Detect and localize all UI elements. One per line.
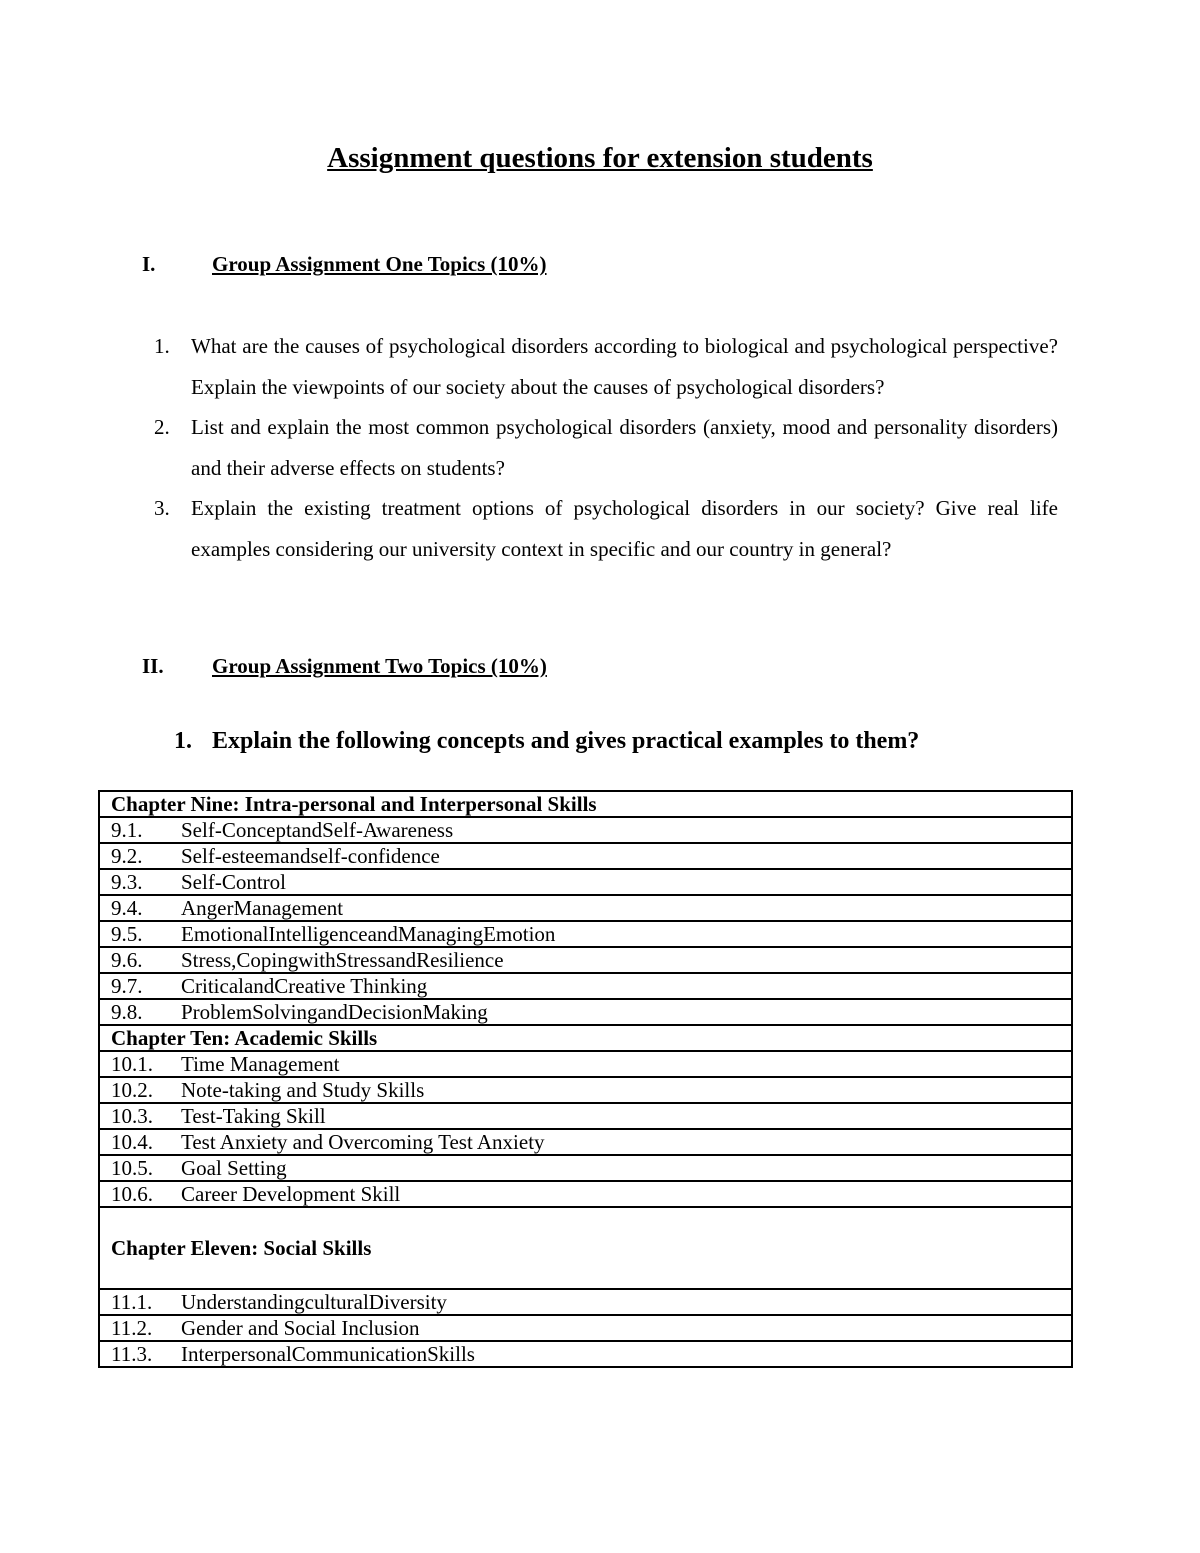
row-text: UnderstandingculturalDiversity — [181, 1290, 447, 1314]
document-title: Assignment questions for extension students — [327, 142, 873, 174]
row-number: 9.5. — [111, 922, 143, 946]
table-row — [99, 1315, 1072, 1341]
table-row — [99, 947, 1072, 973]
row-text: Stress,CopingwithStressandResilience — [181, 948, 504, 972]
row-number: 11.3. — [111, 1342, 153, 1366]
chapter-heading: Chapter Eleven: Social Skills — [99, 1207, 1072, 1289]
row-number: 10.2. — [111, 1078, 153, 1102]
row-number: 9.6. — [111, 948, 143, 972]
question-list — [154, 326, 1058, 569]
row-text: EmotionalIntelligenceandManagingEmotion — [181, 922, 556, 946]
question-text: What are the causes of psychological disorders according to biological and psychological perspective? Explain the viewpoints of our society about the causes of psychological disorders? — [191, 334, 1058, 399]
row-text: Career Development Skill — [181, 1182, 401, 1206]
row-text: Time Management — [181, 1052, 340, 1076]
table-row — [99, 843, 1072, 869]
row-text: Goal Setting — [181, 1156, 287, 1180]
table-row — [99, 1207, 1072, 1289]
list-item — [154, 488, 1058, 569]
chapter-heading: Chapter Nine: Intra-personal and Interpersonal Skills — [99, 791, 1072, 817]
topics-table — [98, 790, 1073, 1368]
row-number: 9.4. — [111, 896, 143, 920]
table-row — [99, 1051, 1072, 1077]
table-row — [99, 999, 1072, 1025]
row-text: ProblemSolvingandDecisionMaking — [181, 1000, 488, 1024]
row-number: 9.1. — [111, 818, 143, 842]
section-number: I. — [142, 252, 156, 276]
row-number: 11.1. — [111, 1290, 153, 1314]
table-row — [99, 869, 1072, 895]
row-number: 10.5. — [111, 1156, 153, 1180]
row-number: 10.4. — [111, 1130, 153, 1154]
row-number: 9.8. — [111, 1000, 143, 1024]
sub-question — [174, 728, 919, 755]
table-row — [99, 1129, 1072, 1155]
row-text: Self-ConceptandSelf-Awareness — [181, 818, 454, 842]
table-row — [99, 817, 1072, 843]
table-row — [99, 1155, 1072, 1181]
row-number: 9.2. — [111, 844, 143, 868]
list-item — [154, 407, 1058, 488]
question-text: Explain the existing treatment options of psychological disorders in our society? Give real life examples considering our university context in specific and our country in general? — [191, 496, 1058, 561]
table-row — [99, 791, 1072, 817]
table-row — [99, 973, 1072, 999]
list-item — [154, 326, 1058, 407]
section-one-heading — [142, 252, 547, 277]
section-number: II. — [142, 654, 164, 678]
section-two-heading — [142, 654, 547, 679]
row-text: InterpersonalCommunicationSkills — [181, 1342, 475, 1366]
table-row — [99, 1077, 1072, 1103]
section-title: Group Assignment Two Topics (10%) — [212, 654, 547, 678]
section-title: Group Assignment One Topics (10%) — [212, 252, 547, 276]
table-row — [99, 1103, 1072, 1129]
row-number: 10.3. — [111, 1104, 153, 1128]
row-text: Test Anxiety and Overcoming Test Anxiety — [181, 1130, 545, 1154]
question-number: 2. — [154, 415, 170, 439]
chapter-heading: Chapter Ten: Academic Skills — [99, 1025, 1072, 1051]
table-row — [99, 1181, 1072, 1207]
table-row — [99, 895, 1072, 921]
row-text: Self-esteemandself-confidence — [181, 844, 440, 868]
question-number: 3. — [154, 496, 170, 520]
question-text: List and explain the most common psychological disorders (anxiety, mood and personality disorders) and their adverse effects on students? — [191, 415, 1058, 480]
row-number: 9.7. — [111, 974, 143, 998]
row-text: Self-Control — [181, 870, 286, 894]
table-row — [99, 1025, 1072, 1051]
row-number: 10.6. — [111, 1182, 153, 1206]
row-number: 11.2. — [111, 1316, 153, 1340]
sub-question-number: 1. — [174, 728, 192, 754]
row-text: AngerManagement — [181, 896, 344, 920]
table-row — [99, 921, 1072, 947]
table-row — [99, 1289, 1072, 1315]
row-text: Test-Taking Skill — [181, 1104, 326, 1128]
row-text: CriticalandCreative Thinking — [181, 974, 428, 998]
row-number: 10.1. — [111, 1052, 153, 1076]
table-row — [99, 1341, 1072, 1367]
row-text: Gender and Social Inclusion — [181, 1316, 420, 1340]
row-number: 9.3. — [111, 870, 143, 894]
row-text: Note-taking and Study Skills — [181, 1078, 425, 1102]
question-number: 1. — [154, 334, 170, 358]
sub-question-text: Explain the following concepts and gives practical examples to them? — [212, 728, 920, 754]
